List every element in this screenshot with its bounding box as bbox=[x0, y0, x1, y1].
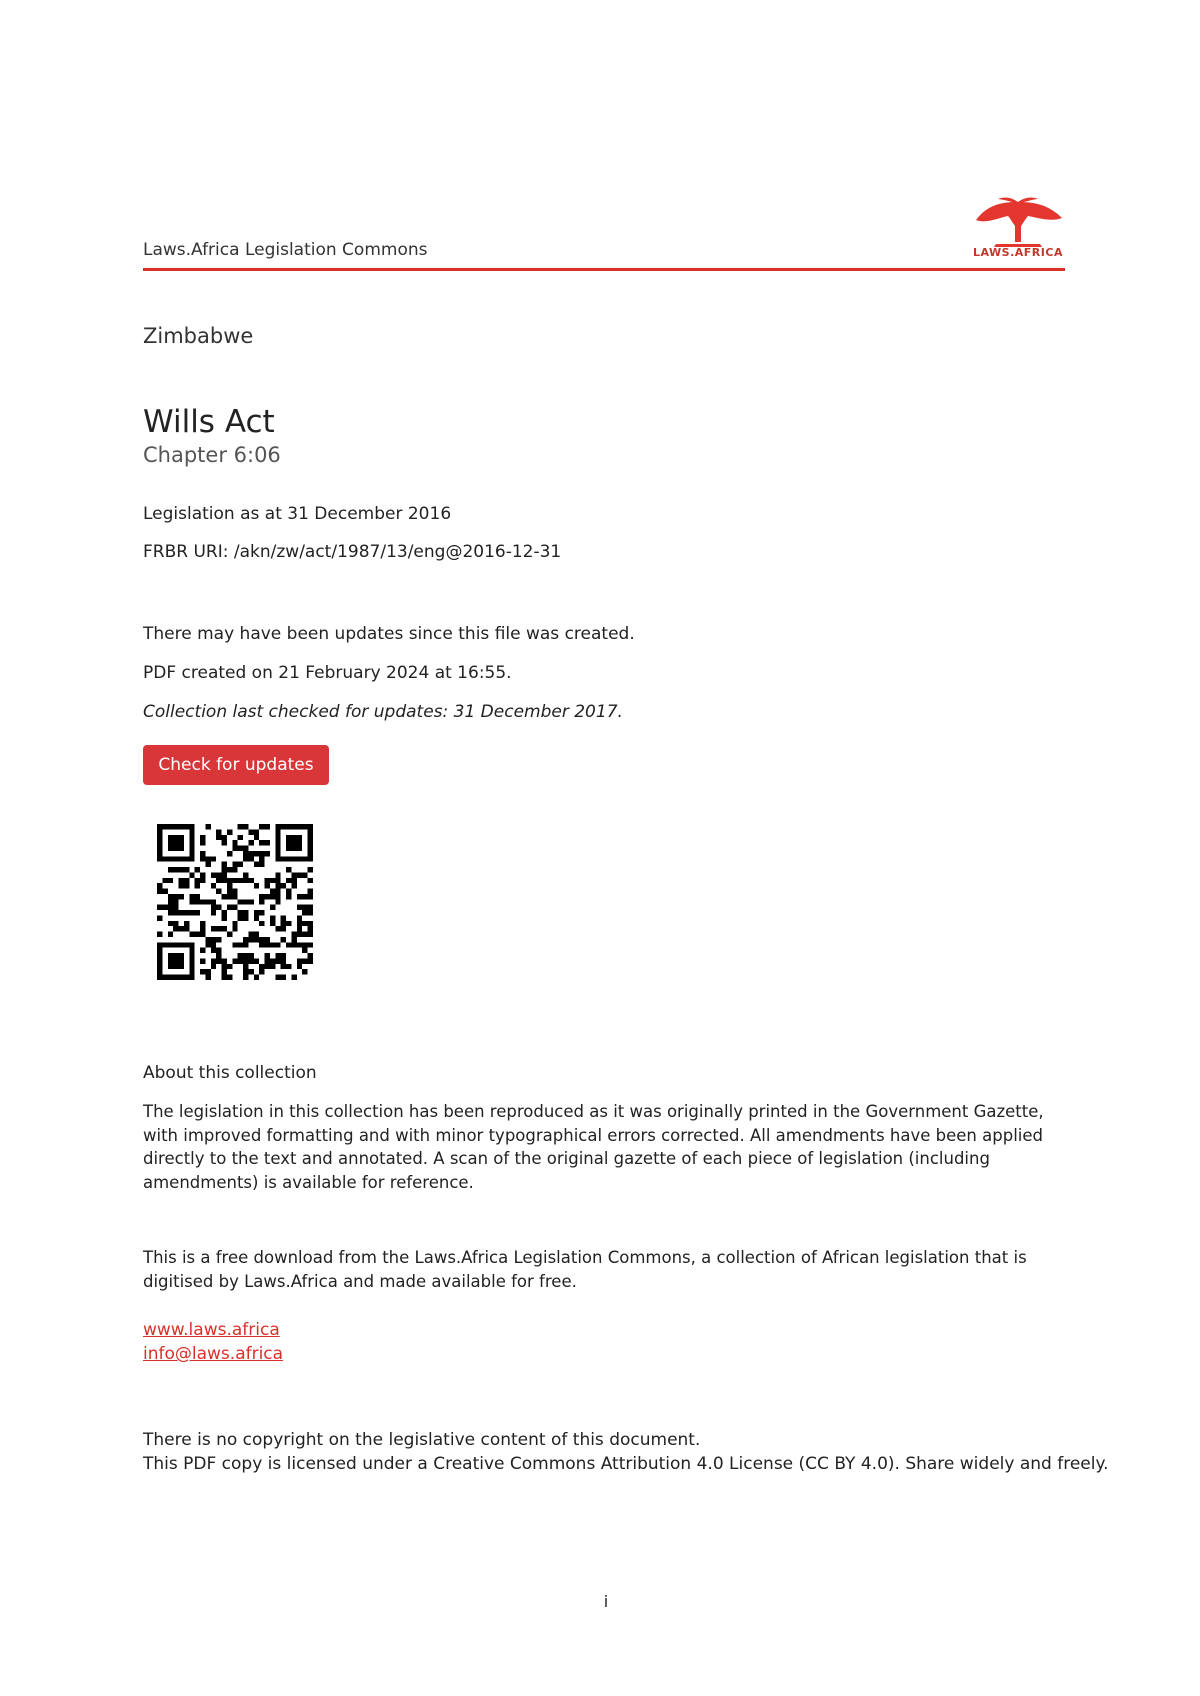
country-name: Zimbabwe bbox=[143, 324, 254, 348]
last-checked-date: Collection last checked for updates: 31 December 2017. bbox=[143, 702, 623, 722]
about-heading: About this collection bbox=[143, 1063, 317, 1083]
about-body: The legislation in this collection has been reproduced as it was originally printed in the Government Gazette, with improved formatting and with minor typographical errors corrected. All amendments have been applied directly to the text and annotated. A scan of the original gazette of each piece of legislation (including amendments) is available for reference. bbox=[143, 1102, 1044, 1192]
check-for-updates-button[interactable]: Check for updates bbox=[143, 745, 329, 785]
free-download-text: This is a free download from the Laws.Africa Legislation Commons, a collection of African legislation that is digitised by Laws.Africa and made available for free. bbox=[143, 1248, 1027, 1291]
frbr-uri: FRBR URI: /akn/zw/act/1987/13/eng@2016-12-31 bbox=[143, 542, 562, 562]
chapter-number: Chapter 6:06 bbox=[143, 443, 281, 467]
document-title: Wills Act bbox=[143, 404, 275, 440]
laws-africa-logo-text: LAWS.AFRICA bbox=[973, 246, 1063, 259]
page-number: i bbox=[603, 1592, 609, 1611]
qr-code-icon[interactable] bbox=[157, 824, 313, 980]
pdf-created-date: PDF created on 21 February 2024 at 16:55. bbox=[143, 663, 512, 683]
copyright-notice: There is no copyright on the legislative content of this document. bbox=[143, 1430, 701, 1450]
header-divider bbox=[143, 268, 1065, 271]
email-link[interactable]: info@laws.africa bbox=[143, 1344, 284, 1364]
legislation-as-at: Legislation as at 31 December 2016 bbox=[143, 504, 452, 524]
license-notice: This PDF copy is licensed under a Creative Commons Attribution 4.0 License (CC BY 4.0). Share widely and freely. bbox=[143, 1454, 1109, 1474]
updates-notice: There may have been updates since this file was created. bbox=[143, 624, 635, 644]
website-link[interactable]: www.laws.africa bbox=[143, 1320, 280, 1340]
header-collection-name: Laws.Africa Legislation Commons bbox=[143, 240, 428, 260]
